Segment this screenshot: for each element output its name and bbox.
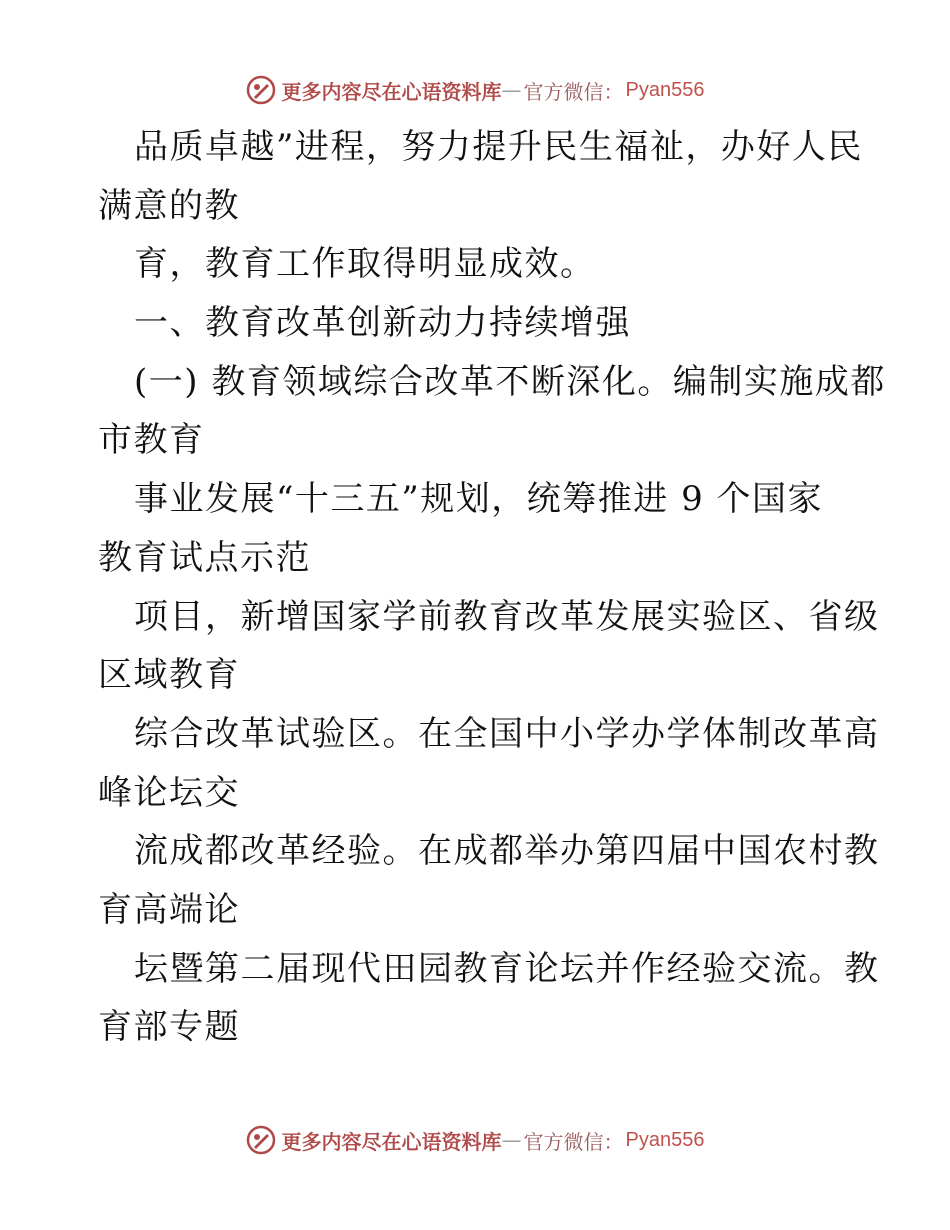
paragraph-line: 区域教育 — [98, 655, 240, 696]
banner-wechat-id: Pyan556 — [625, 78, 705, 101]
document-body — [98, 118, 886, 1057]
paragraph-line: 市教育 — [98, 420, 205, 461]
paragraph-line: 育高端论 — [98, 889, 240, 930]
logo-icon — [246, 75, 276, 105]
footer-banner — [0, 1122, 950, 1158]
banner-wechat-label: 官方微信： — [523, 79, 624, 104]
banner-wechat-id: Pyan556 — [625, 1128, 705, 1151]
paragraph-line: 综合改革试验区。在全国中小学办学体制改革高 — [134, 713, 880, 754]
paragraph-line: 峰论坛交 — [98, 772, 240, 813]
banner-dash: — — [501, 78, 522, 102]
paragraph-line: 坛暨第二届现代田园教育论坛并作经验交流。教 — [134, 948, 880, 989]
banner-wechat-label: 官方微信： — [523, 1129, 624, 1154]
paragraph-line: 事业发展“十三五”规划，统筹推进 9 个国家 — [134, 479, 824, 520]
section-heading: 一、教育改革创新动力持续增强 — [134, 303, 631, 344]
paragraph-line: (一) 教育领域综合改革不断深化。编制实施成都 — [134, 361, 886, 402]
banner-dash: — — [501, 1128, 522, 1152]
paragraph-line: 教育试点示范 — [98, 537, 311, 578]
paragraph-line: 项目，新增国家学前教育改革发展实验区、省级 — [134, 596, 880, 637]
header-banner — [0, 72, 950, 108]
banner-text: 更多内容尽在心语资料库 — [281, 79, 502, 104]
paragraph-line: 流成都改革经验。在成都举办第四届中国农村教 — [134, 831, 880, 872]
banner-text: 更多内容尽在心语资料库 — [281, 1129, 502, 1154]
paragraph-line: 育部专题 — [98, 1007, 240, 1048]
paragraph-line: 满意的教 — [98, 185, 240, 226]
logo-icon — [246, 1125, 276, 1155]
paragraph-line: 品质卓越”进程，努力提升民生福祉，办好人民 — [134, 127, 863, 167]
paragraph-line: 育，教育工作取得明显成效。 — [134, 244, 596, 285]
